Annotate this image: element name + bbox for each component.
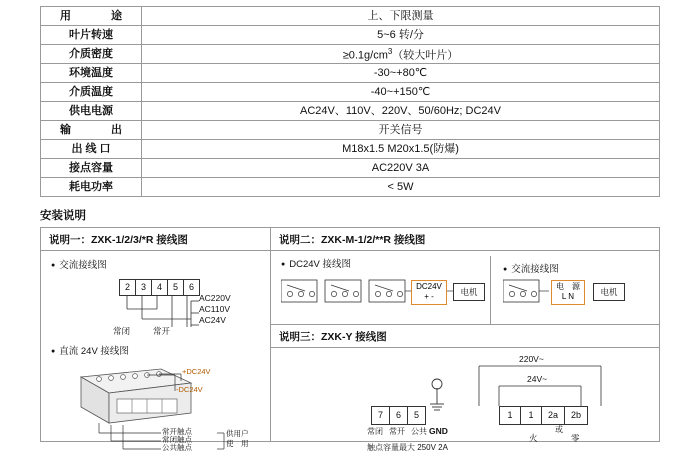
spec-table (40, 6, 660, 197)
spec-value: AC220V 3A (142, 159, 660, 178)
terminal: 5 (167, 279, 184, 296)
motor-box-2: 电机 (593, 283, 625, 301)
power-source-box (551, 280, 585, 305)
y-left-label-no: 常开 (389, 427, 405, 436)
note3-section (271, 324, 659, 456)
note2-dc-subtitle: ● DC24V 接线图 (281, 256, 659, 270)
y-terminal-strip-right (499, 406, 587, 425)
datasheet-page (0, 6, 700, 452)
note3-title: 说明三：ZXK-Y 接线图 (271, 325, 659, 348)
power-label: 电 源 (556, 282, 580, 291)
table-row (41, 121, 660, 140)
note3-svg (271, 348, 659, 456)
note2-ac-subtitle: ● 交流接线图 (503, 261, 659, 275)
note2-body (271, 256, 659, 324)
note1-dc-subtitle: ● 直流 24V 接线图 (51, 343, 270, 357)
spec-label: 耗电功率 (41, 178, 142, 197)
table-row (41, 178, 660, 197)
dc-note-com: 公共触点 (162, 443, 192, 452)
spec-label: 接点容量 (41, 159, 142, 178)
note2-title: 说明二：ZXK-M-1/2/**R 接线图 (271, 228, 659, 251)
table-row (41, 26, 660, 45)
dc-note-no: 常开触点 (162, 427, 192, 436)
terminal: 2a (541, 406, 565, 425)
dc24v-polarity: + - (424, 292, 434, 301)
spec-value: 5~6 转/分 (142, 26, 660, 45)
spec-label: 介质密度 (41, 45, 142, 64)
note1-title: 说明一：ZXK-1/2/3/*R 接线图 (41, 228, 270, 251)
install-section-title: 安装说明 (40, 210, 86, 222)
note3-drawing (271, 348, 659, 456)
spec-label: 用 途 (41, 7, 142, 26)
note2-note3-column (271, 228, 659, 452)
table-row (41, 45, 660, 64)
table-row (41, 83, 660, 102)
y-right-label-or: 或 (555, 425, 563, 434)
spec-value: -30~+80℃ (142, 64, 660, 83)
spec-value: M18x1.5 M20x1.5(防爆) (142, 140, 660, 159)
terminal: 6 (183, 279, 200, 296)
spec-label: 出 线 口 (41, 140, 142, 159)
y-right-label-live: 火 (529, 433, 538, 443)
contact-label-no: 常开 (153, 326, 171, 336)
contact-label-nc: 常闭 (113, 326, 131, 336)
dc-note-nc: 常闭触点 (162, 435, 192, 444)
terminal: 1 (499, 406, 521, 425)
terminal: 1 (520, 406, 542, 425)
y-right-label-neutral: 零 (571, 433, 580, 443)
dc-note-user-1: 供用户 (226, 429, 249, 438)
note1-voltage-list (199, 293, 231, 326)
spec-value (142, 45, 660, 64)
dc24v-label: DC24V (416, 282, 442, 291)
table-row (41, 102, 660, 121)
spec-label: 环境温度 (41, 64, 142, 83)
table-row (41, 159, 660, 178)
y-capacity-note: 触点容量最大 250V 2A (367, 443, 448, 452)
terminal: 5 (407, 406, 426, 425)
voltage-option: AC24V (199, 315, 226, 325)
terminal: 2 (119, 279, 136, 296)
wiring-diagram-panel (40, 227, 660, 452)
dc24v-source-box (411, 280, 447, 305)
note1-column (41, 228, 271, 452)
spec-value-sup: 3 (387, 47, 393, 57)
spec-value: < 5W (142, 178, 660, 197)
voltage-option: AC220V (199, 293, 231, 303)
spec-label: 叶片转速 (41, 26, 142, 45)
note2-ac-panel (499, 256, 659, 301)
spec-value: AC24V、110V、220V、50/60Hz; DC24V (142, 102, 660, 121)
dc-note-user-2: 使 用 (226, 439, 249, 448)
spec-label: 介质温度 (41, 83, 142, 102)
y-gnd-label: GND (429, 426, 448, 436)
y-left-label-com: 公共 (411, 427, 427, 436)
dc-lead-minus: -DC24V (176, 385, 203, 394)
table-row (41, 64, 660, 83)
y-220v-label: 220V~ (519, 354, 544, 364)
spec-value-post: （较大叶片） (392, 49, 459, 62)
y-left-label-nc: 常闭 (367, 427, 383, 436)
terminal: 2b (564, 406, 588, 425)
terminal: 7 (371, 406, 390, 425)
spec-value: 上、下限测量 (142, 7, 660, 26)
note1-ac-drawing (41, 275, 270, 341)
spec-value: 开关信号 (142, 121, 660, 140)
spec-label: 供电电源 (41, 102, 142, 121)
table-row (41, 7, 660, 26)
note1-ac-subtitle: ● 交流接线图 (51, 257, 270, 271)
note1-dc-drawing (41, 359, 270, 455)
spec-label: 输 出 (41, 121, 142, 140)
spec-value-pre: ≥0.1g/cm (342, 49, 388, 62)
motor-box-1: 电机 (453, 283, 485, 301)
panel-divider (490, 256, 491, 324)
y-terminal-strip-left (371, 406, 425, 425)
y-24v-label: 24V~ (527, 374, 548, 384)
terminal: 3 (135, 279, 152, 296)
power-ln-label: L N (561, 292, 575, 301)
terminal: 6 (389, 406, 408, 425)
table-row (41, 140, 660, 159)
spec-value: -40~+150℃ (142, 83, 660, 102)
dc-lead-plus: +DC24V (182, 367, 211, 376)
voltage-option: AC110V (199, 304, 231, 314)
terminal: 4 (151, 279, 168, 296)
